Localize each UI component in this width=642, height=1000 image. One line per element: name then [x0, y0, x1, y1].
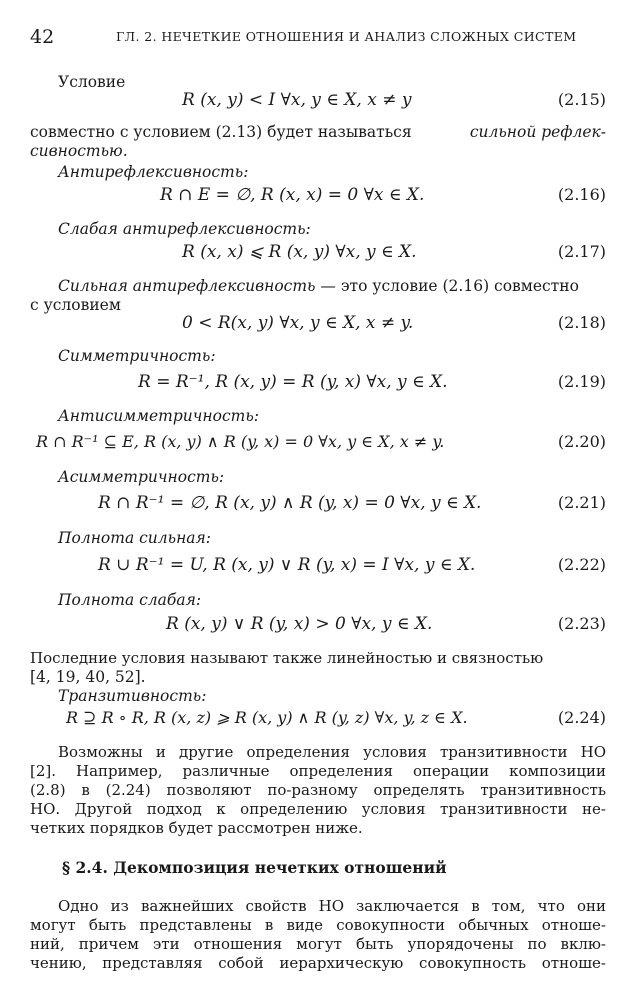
- paragraph-line: (2.8) в (2.24) позволяют по-разному определять транзитивность: [30, 781, 606, 799]
- equation-2-23: [30, 614, 606, 640]
- text-line: [4, 19, 40, 52].: [30, 668, 146, 686]
- text-line: с условием: [30, 296, 121, 314]
- text-span: совместно с условием (2.13) будет называться: [30, 123, 412, 141]
- property-heading: Слабая антирефлексивность:: [58, 220, 311, 238]
- section-heading: § 2.4. Декомпозиция нечетких отношений: [62, 858, 447, 877]
- equation-number: (2.15): [557, 90, 606, 109]
- equation-formula: 0 < R(x, y) ∀x, y ∈ X, x ≠ y.: [182, 313, 414, 333]
- equation-2-15: [30, 90, 606, 116]
- text-line: [58, 276, 606, 296]
- property-heading: Полнота слабая:: [58, 591, 202, 609]
- property-heading: Антирефлексивность:: [58, 163, 249, 181]
- equation-formula: R ∩ E = ∅, R (x, x) = 0 ∀x ∈ X.: [160, 185, 425, 205]
- equation-number: (2.23): [557, 614, 606, 633]
- paragraph-line: могут быть представлены в виде совокупности обычных отноше-: [30, 916, 606, 934]
- equation-2-24: [30, 708, 606, 734]
- property-heading: Асимметричность:: [58, 468, 225, 486]
- equation-formula: R ∩ R⁻¹ ⊆ E, R (x, y) ∧ R (y, x) = 0 ∀x, y ∈ X, x ≠ y.: [36, 432, 445, 451]
- term-italic: сильной рефлек-: [469, 123, 606, 141]
- equation-2-17: [30, 242, 606, 268]
- page-number: 42: [30, 26, 55, 48]
- page-header: [30, 26, 606, 52]
- text-line: Последние условия называют также линейностью и связностью: [30, 649, 544, 667]
- term-italic: Сильная антирефлексивность: [58, 277, 316, 295]
- paragraph-line: [2]. Например, различные определения операции композиции: [30, 762, 606, 780]
- equation-number: (2.18): [557, 313, 606, 332]
- equation-formula: R (x, x) ⩽ R (x, y) ∀x, y ∈ X.: [182, 242, 417, 262]
- equation-2-22: [30, 555, 606, 581]
- equation-formula: R ∪ R⁻¹ = U, R (x, y) ∨ R (y, x) = I ∀x, y ∈ X.: [98, 555, 476, 575]
- equation-2-16: [30, 185, 606, 211]
- paragraph-line: четких порядков будет рассмотрен ниже.: [30, 819, 363, 837]
- term-italic: сивностью.: [30, 142, 128, 160]
- text-line: [30, 122, 606, 142]
- equation-number: (2.22): [557, 555, 606, 574]
- equation-2-21: [30, 493, 606, 519]
- paragraph-line: Одно из важнейших свойств НО заключается в том, что они: [58, 897, 606, 915]
- equation-formula: R ⊇ R ∘ R, R (x, z) ⩾ R (x, y) ∧ R (y, z) ∀x, y, z ∈ X.: [66, 708, 468, 727]
- equation-formula: R (x, y) < I ∀x, y ∈ X, x ≠ y: [182, 90, 412, 110]
- equation-number: (2.17): [557, 242, 606, 261]
- paragraph-line: НО. Другой подход к определению условия транзитивности не-: [30, 800, 606, 818]
- paragraph-line: чению, представляя собой иерархическую совокупность отноше-: [30, 954, 606, 972]
- equation-formula: R (x, y) ∨ R (y, x) > 0 ∀x, y ∈ X.: [166, 614, 433, 634]
- equation-formula: R ∩ R⁻¹ = ∅, R (x, y) ∧ R (y, x) = 0 ∀x, y ∈ X.: [98, 493, 482, 513]
- equation-number: (2.20): [557, 432, 606, 451]
- equation-number: (2.16): [557, 185, 606, 204]
- equation-formula: R = R⁻¹, R (x, y) = R (y, x) ∀x, y ∈ X.: [138, 372, 448, 392]
- equation-number: (2.21): [557, 493, 606, 512]
- paragraph-line: ний, причем эти отношения могут быть упорядочены по вклю-: [30, 935, 606, 953]
- equation-2-20: [30, 432, 606, 458]
- property-heading: Полнота сильная:: [58, 529, 212, 547]
- equation-2-18: [30, 313, 606, 339]
- property-heading: Транзитивность:: [58, 687, 207, 705]
- equation-number: (2.24): [557, 708, 606, 727]
- paragraph-line: Возможны и другие определения условия транзитивности НО: [58, 743, 606, 761]
- running-title: ГЛ. 2. НЕЧЕТКИЕ ОТНОШЕНИЯ И АНАЛИЗ СЛОЖНЫХ СИСТЕМ: [116, 29, 577, 44]
- equation-number: (2.19): [557, 372, 606, 391]
- property-heading: Симметричность:: [58, 347, 216, 365]
- property-heading: Антисимметричность:: [58, 407, 259, 425]
- equation-2-19: [30, 372, 606, 398]
- text-span: — это условие (2.16) совместно: [315, 277, 579, 295]
- text-line: Условие: [58, 73, 126, 91]
